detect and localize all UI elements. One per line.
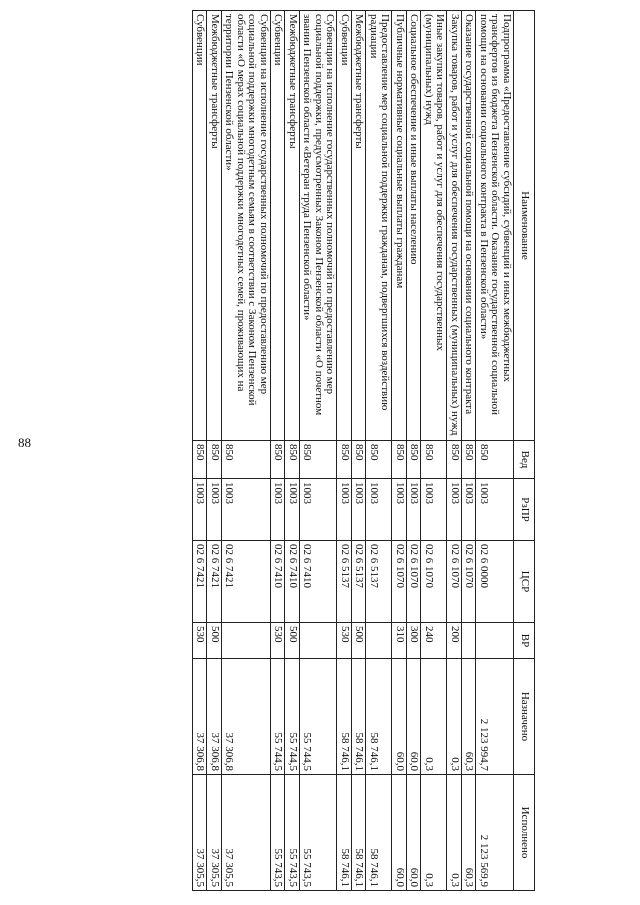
row-rzpr: 1003 (352, 479, 367, 541)
table-row (300, 11, 338, 891)
table-row (271, 11, 286, 891)
row-rzpr: 1003 (447, 479, 462, 541)
row-csr: 02 6 1070 (462, 541, 477, 623)
table-row (337, 11, 352, 891)
row-vr (222, 623, 271, 659)
table-row (366, 11, 392, 891)
header-name: Наименование (514, 11, 535, 441)
header-row (514, 11, 535, 891)
row-assigned: 0,3 (421, 659, 447, 775)
row-csr: 02 6 7410 (300, 541, 338, 623)
row-assigned: 58 746,1 (352, 659, 367, 775)
row-rzpr: 1003 (407, 479, 422, 541)
row-ved: 850 (271, 441, 286, 479)
row-name: Межбюджетные трансферты (285, 11, 300, 441)
row-assigned: 60,0 (392, 659, 407, 775)
row-vr: 300 (407, 623, 422, 659)
row-csr: 02 6 1070 (407, 541, 422, 623)
row-executed: 60,3 (462, 775, 477, 891)
header-vr: ВР (514, 623, 535, 659)
row-csr: 02 6 5137 (352, 541, 367, 623)
row-ved: 850 (366, 441, 392, 479)
row-ved: 850 (285, 441, 300, 479)
row-rzpr: 1003 (392, 479, 407, 541)
table-row (207, 11, 222, 891)
row-executed: 0,3 (447, 775, 462, 891)
row-executed: 60,0 (407, 775, 422, 891)
row-executed: 60,0 (392, 775, 407, 891)
row-ved: 850 (300, 441, 338, 479)
row-assigned: 37 306,8 (193, 659, 208, 775)
row-executed: 58 746,1 (337, 775, 352, 891)
row-ved: 850 (421, 441, 447, 479)
row-ved: 850 (207, 441, 222, 479)
row-assigned: 58 746,1 (337, 659, 352, 775)
row-assigned: 55 744,5 (271, 659, 286, 775)
header-assigned: Назначено (514, 659, 535, 775)
row-rzpr: 1003 (300, 479, 338, 541)
row-name: Оказание государственной социальной помощи на основании социального контракта (462, 11, 477, 441)
page-number: 88 (18, 435, 31, 450)
row-executed: 55 743,5 (271, 775, 286, 891)
row-vr (300, 623, 338, 659)
row-vr: 200 (447, 623, 462, 659)
table-row (407, 11, 422, 891)
row-executed: 37 305,5 (193, 775, 208, 891)
row-ved: 850 (476, 441, 514, 479)
row-assigned: 37 306,8 (222, 659, 271, 775)
row-assigned: 58 746,1 (366, 659, 392, 775)
table-row (462, 11, 477, 891)
row-rzpr: 1003 (222, 479, 271, 541)
row-rzpr: 1003 (207, 479, 222, 541)
row-assigned: 0,3 (447, 659, 462, 775)
header-ved: Вед (514, 441, 535, 479)
table-row (285, 11, 300, 891)
row-vr: 530 (271, 623, 286, 659)
row-name: Предоставление мер социальной поддержки гражданам, подвергшихся воздействию радиации (366, 11, 392, 441)
row-name: Субвенции на исполнение государственных полномочий по предоставлению мер социальной поддержки, предусмотренных Законом Пензенской области «О почетном звании Пензенской области «Ветеран труда Пензенской области» (300, 11, 338, 441)
row-name: Закупка товаров, работ и услуг для обеспечения государственных (муниципальных) нужд (447, 11, 462, 441)
row-rzpr: 1003 (476, 479, 514, 541)
row-rzpr: 1003 (337, 479, 352, 541)
row-ved: 850 (337, 441, 352, 479)
header-executed: Исполнено (514, 775, 535, 891)
row-rzpr: 1003 (366, 479, 392, 541)
row-csr: 02 6 7410 (285, 541, 300, 623)
row-executed: 2 123 569,9 (476, 775, 514, 891)
row-ved: 850 (222, 441, 271, 479)
row-name: Межбюджетные трансферты (207, 11, 222, 441)
row-csr: 02 6 5137 (337, 541, 352, 623)
row-name: Субвенции (193, 11, 208, 441)
table-row (421, 11, 447, 891)
row-assigned: 55 744,5 (300, 659, 338, 775)
row-csr: 02 6 1070 (421, 541, 447, 623)
table-row (476, 11, 514, 891)
row-executed: 58 746,1 (352, 775, 367, 891)
row-ved: 850 (407, 441, 422, 479)
row-assigned: 60,0 (407, 659, 422, 775)
row-vr: 530 (193, 623, 208, 659)
row-rzpr: 1003 (462, 479, 477, 541)
header-csr: ЦСР (514, 541, 535, 623)
row-ved: 850 (462, 441, 477, 479)
table-row (352, 11, 367, 891)
row-vr (366, 623, 392, 659)
row-vr: 240 (421, 623, 447, 659)
row-vr: 310 (392, 623, 407, 659)
row-name: Субвенции на исполнение государственных полномочий по предоставлению мер социальной поддержки многодетным семьям в соответствии с Законом Пензенской области «О мерах социальной поддержки многодетных семей, проживающих на территории Пензенской области» (222, 11, 271, 441)
table-row (193, 11, 208, 891)
row-csr: 02 6 0000 (476, 541, 514, 623)
row-csr: 02 6 1070 (447, 541, 462, 623)
row-vr: 500 (207, 623, 222, 659)
row-executed: 55 743,5 (300, 775, 338, 891)
row-name: Подпрограмма «Предоставление субсидий, субвенций и иных межбюджетных трансфертов из бюджета Пензенской области. Оказание государственной социальной помощи на основании социального контракта в Пензенской области» (476, 11, 514, 441)
row-csr: 02 6 5137 (366, 541, 392, 623)
row-rzpr: 1003 (285, 479, 300, 541)
budget-table (192, 10, 535, 891)
row-name: Иные закупки товаров, работ и услуг для обеспечения государственных (муниципальных) нужд (421, 11, 447, 441)
row-assigned: 37 306,8 (207, 659, 222, 775)
row-csr: 02 6 7421 (193, 541, 208, 623)
row-vr (462, 623, 477, 659)
row-vr: 500 (352, 623, 367, 659)
row-assigned: 2 123 994,7 (476, 659, 514, 775)
row-rzpr: 1003 (421, 479, 447, 541)
table-row (222, 11, 271, 891)
row-name: Субвенции (271, 11, 286, 441)
table-row (447, 11, 462, 891)
row-name: Межбюджетные трансферты (352, 11, 367, 441)
row-vr: 530 (337, 623, 352, 659)
row-name: Субвенции (337, 11, 352, 441)
row-executed: 0,3 (421, 775, 447, 891)
row-ved: 850 (447, 441, 462, 479)
row-vr (476, 623, 514, 659)
row-csr: 02 6 1070 (392, 541, 407, 623)
row-executed: 37 305,5 (207, 775, 222, 891)
table-row (392, 11, 407, 891)
row-csr: 02 6 7421 (207, 541, 222, 623)
row-rzpr: 1003 (271, 479, 286, 541)
row-csr: 02 6 7421 (222, 541, 271, 623)
row-vr: 500 (285, 623, 300, 659)
row-rzpr: 1003 (193, 479, 208, 541)
rotated-table-container (85, 10, 535, 890)
header-rzpr: РзПР (514, 479, 535, 541)
row-ved: 850 (193, 441, 208, 479)
row-name: Социальное обеспечение и иные выплаты населению (407, 11, 422, 441)
row-name: Публичные нормативные социальные выплаты гражданам (392, 11, 407, 441)
row-executed: 58 746,1 (366, 775, 392, 891)
row-executed: 37 305,5 (222, 775, 271, 891)
row-ved: 850 (352, 441, 367, 479)
row-executed: 55 743,5 (285, 775, 300, 891)
row-csr: 02 6 7410 (271, 541, 286, 623)
row-assigned: 55 744,5 (285, 659, 300, 775)
row-assigned: 60,3 (462, 659, 477, 775)
row-ved: 850 (392, 441, 407, 479)
